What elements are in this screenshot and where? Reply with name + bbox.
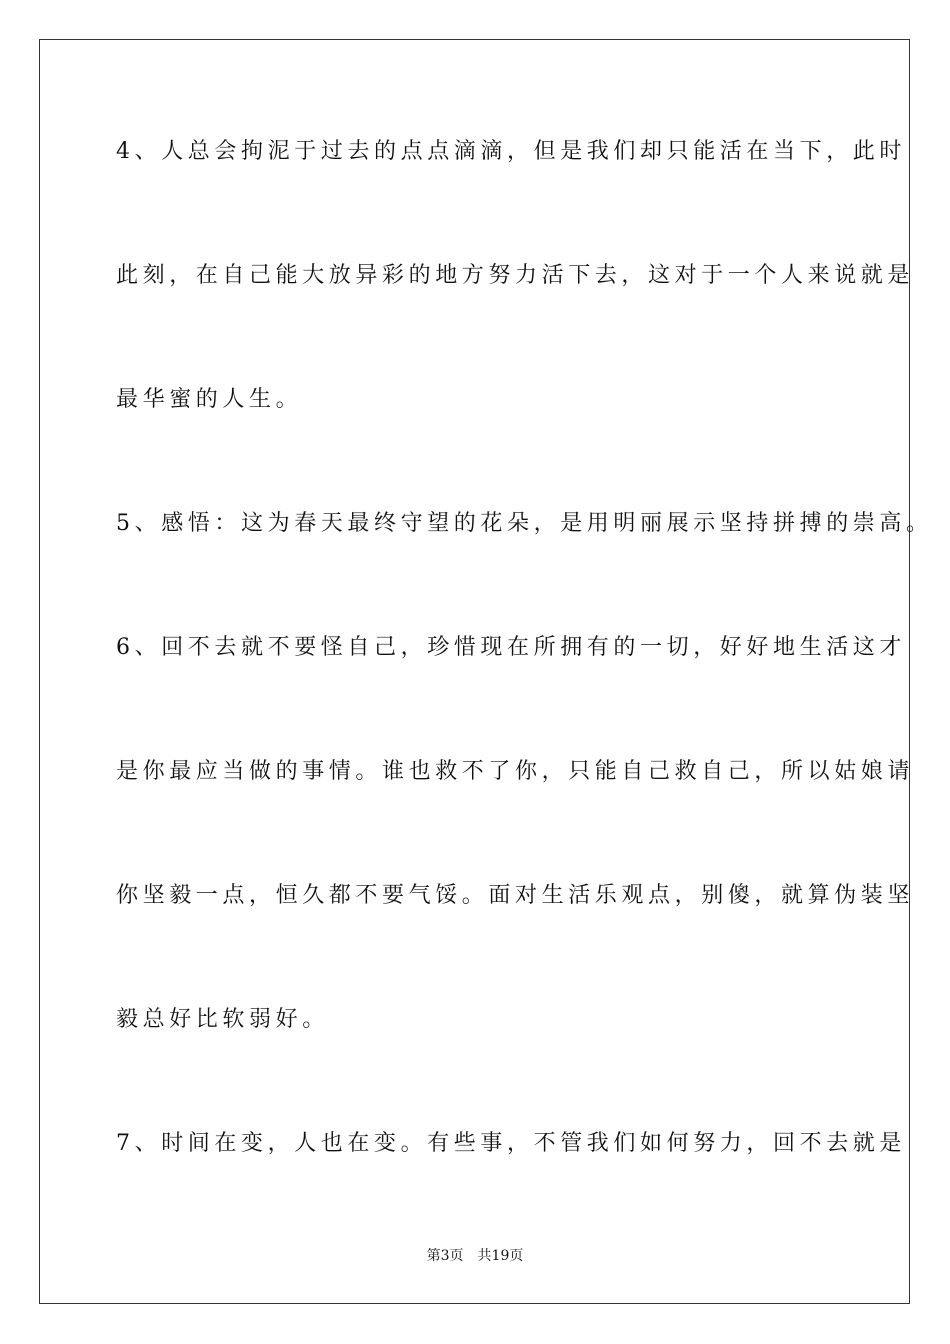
text-line: 6、回不去就不要怪自己，珍惜现在所拥有的一切，好好地生活这才 — [116, 635, 906, 660]
text-line: 4、人总会拘泥于过去的点点滴滴，但是我们却只能活在当下，此时 — [116, 139, 906, 164]
text-line: 5、感悟：这为春天最终守望的花朵，是用明丽展示坚持拼搏的崇高。 — [116, 511, 933, 536]
text-line: 是你最应当做的事情。谁也救不了你，只能自己救自己，所以姑娘请 — [116, 759, 915, 784]
text-line: 最华蜜的人生。 — [116, 387, 303, 412]
page-footer — [0, 1247, 950, 1265]
page-total: 共19页 — [477, 1248, 524, 1264]
text-line: 7、时间在变，人也在变。有些事，不管我们如何努力，回不去就是 — [116, 1131, 906, 1156]
text-line: 毅总好比软弱好。 — [116, 1007, 329, 1032]
page-border — [39, 39, 910, 1304]
text-line: 你坚毅一点，恒久都不要气馁。面对生活乐观点，别傻，就算伪装坚 — [116, 883, 915, 908]
page-number: 第3页 — [426, 1248, 464, 1264]
text-line: 此刻，在自己能大放异彩的地方努力活下去，这对于一个人来说就是 — [116, 263, 915, 288]
